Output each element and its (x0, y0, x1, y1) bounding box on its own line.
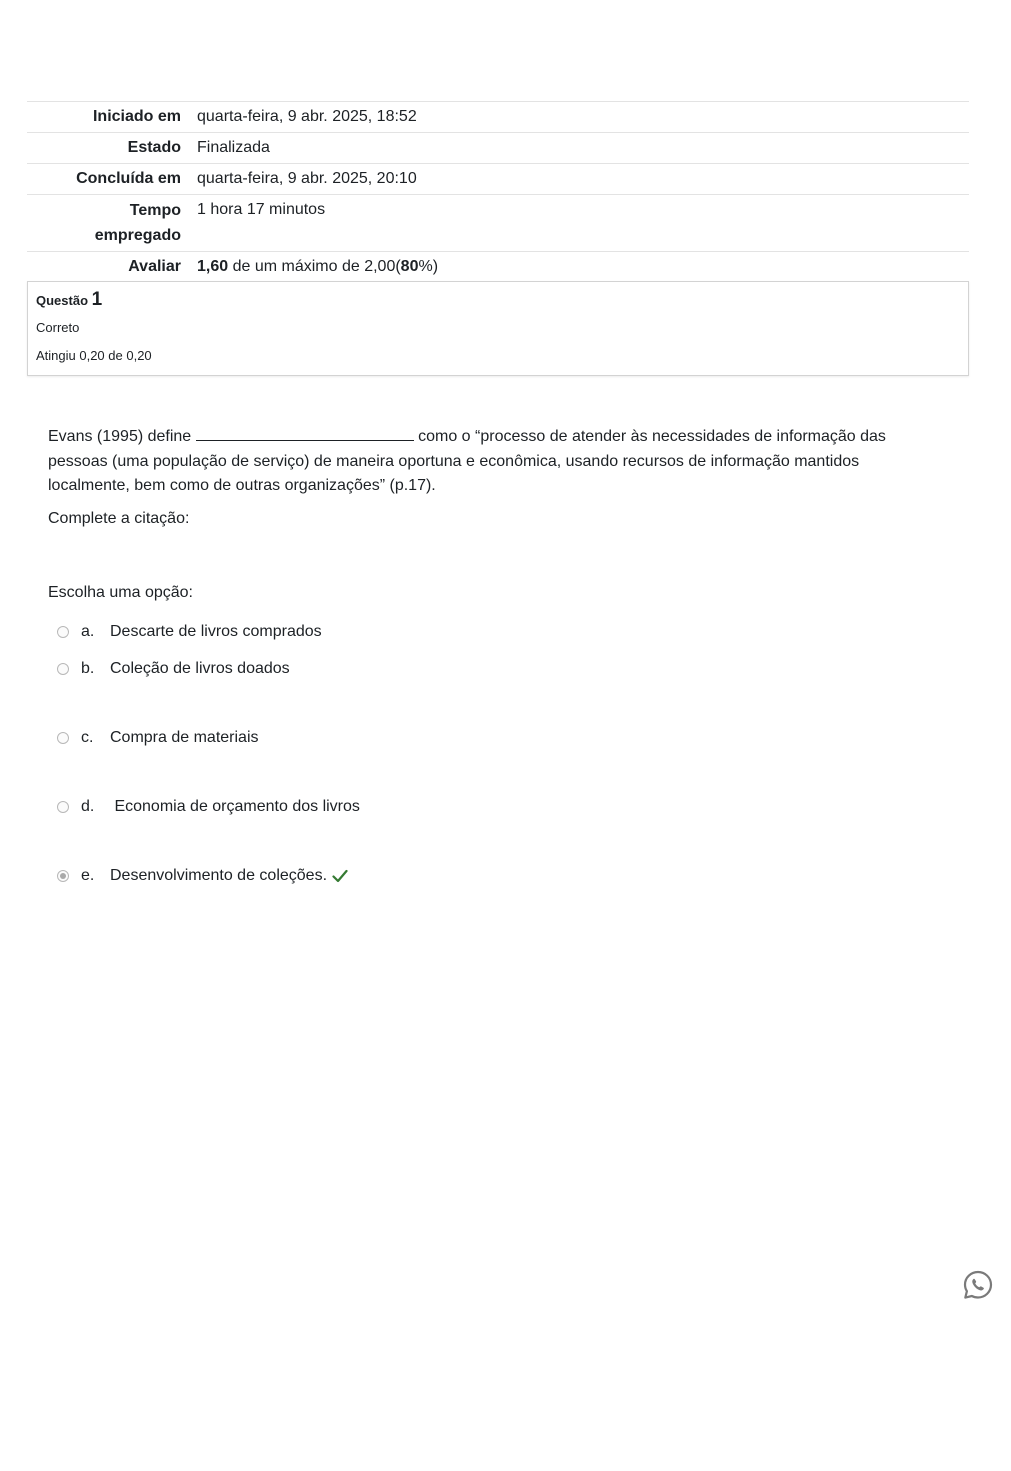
summary-row-completed (27, 164, 969, 195)
whatsapp-icon[interactable] (962, 1269, 994, 1301)
summary-label: Estado (127, 139, 181, 156)
summary-row-time-taken (27, 195, 969, 252)
summary-label: Iniciado em (92, 108, 181, 125)
summary-row-started (27, 102, 969, 133)
summary-value: Finalizada (197, 139, 270, 156)
radio-button[interactable] (57, 732, 69, 744)
score: 1,60 (197, 258, 229, 275)
answer-option-e[interactable] (57, 865, 348, 887)
score-text: de um máximo de 2,00( (228, 258, 401, 275)
question-text (48, 425, 938, 531)
option-letter: c. (81, 729, 94, 746)
option-text: Coleção de livros doados (110, 660, 290, 677)
summary-label: Avaliar (128, 258, 181, 275)
summary-value: quarta-feira, 9 abr. 2025, 18:52 (197, 108, 417, 125)
option-letter: b. (81, 660, 95, 677)
question-grade: Atingiu 0,20 de 0,20 (36, 348, 152, 363)
question-number (36, 289, 102, 311)
check-icon (332, 869, 348, 883)
option-text: Desenvolvimento de coleções. (110, 867, 328, 884)
question-label: Questão (36, 293, 92, 308)
radio-button[interactable] (57, 801, 69, 813)
option-text: Compra de materiais (110, 729, 259, 746)
question-body (48, 425, 938, 499)
option-text: Descarte de livros comprados (110, 623, 322, 640)
question-blank (196, 426, 414, 441)
radio-button[interactable] (57, 626, 69, 638)
summary-row-grade (27, 252, 969, 283)
option-text: Economia de orçamento dos livros (110, 798, 360, 815)
summary-value: 1 hora 17 minutos (197, 201, 326, 218)
question-text-before: Evans (1995) define (48, 428, 196, 445)
summary-row-state (27, 133, 969, 164)
summary-label: Concluída em (76, 170, 181, 187)
summary-value: quarta-feira, 9 abr. 2025, 20:10 (197, 170, 417, 187)
answer-option-d[interactable] (57, 796, 360, 818)
option-letter: a. (81, 623, 95, 640)
question-instruction: Complete a citação: (48, 509, 190, 527)
summary-value (197, 252, 969, 283)
answer-option-b[interactable] (57, 658, 290, 680)
question-state: Correto (36, 320, 80, 335)
quiz-summary-table (27, 101, 969, 282)
question-text-after: como o “processo de atender às necessidades de informação das pessoas (uma população de serviço) de maneira oportuna e econômica, usando recursos de informação mantidos localmente, bem como de outras organizações” (p.17). (48, 428, 886, 494)
summary-label (27, 195, 197, 252)
score-percent: 80 (400, 258, 419, 275)
option-letter: d. (81, 798, 95, 815)
answer-option-a[interactable] (57, 621, 322, 643)
summary-label-line2: empregado (94, 227, 181, 244)
answer-option-c[interactable] (57, 727, 259, 749)
option-letter: e. (81, 867, 95, 884)
score-percent-suffix: %) (418, 258, 439, 275)
radio-button-selected[interactable] (57, 870, 69, 882)
summary-label-line1: Tempo (129, 202, 181, 219)
question-info-box (27, 281, 969, 376)
radio-button[interactable] (57, 663, 69, 675)
answer-prompt: Escolha uma opção: (48, 584, 193, 601)
question-number-value: 1 (91, 289, 103, 310)
